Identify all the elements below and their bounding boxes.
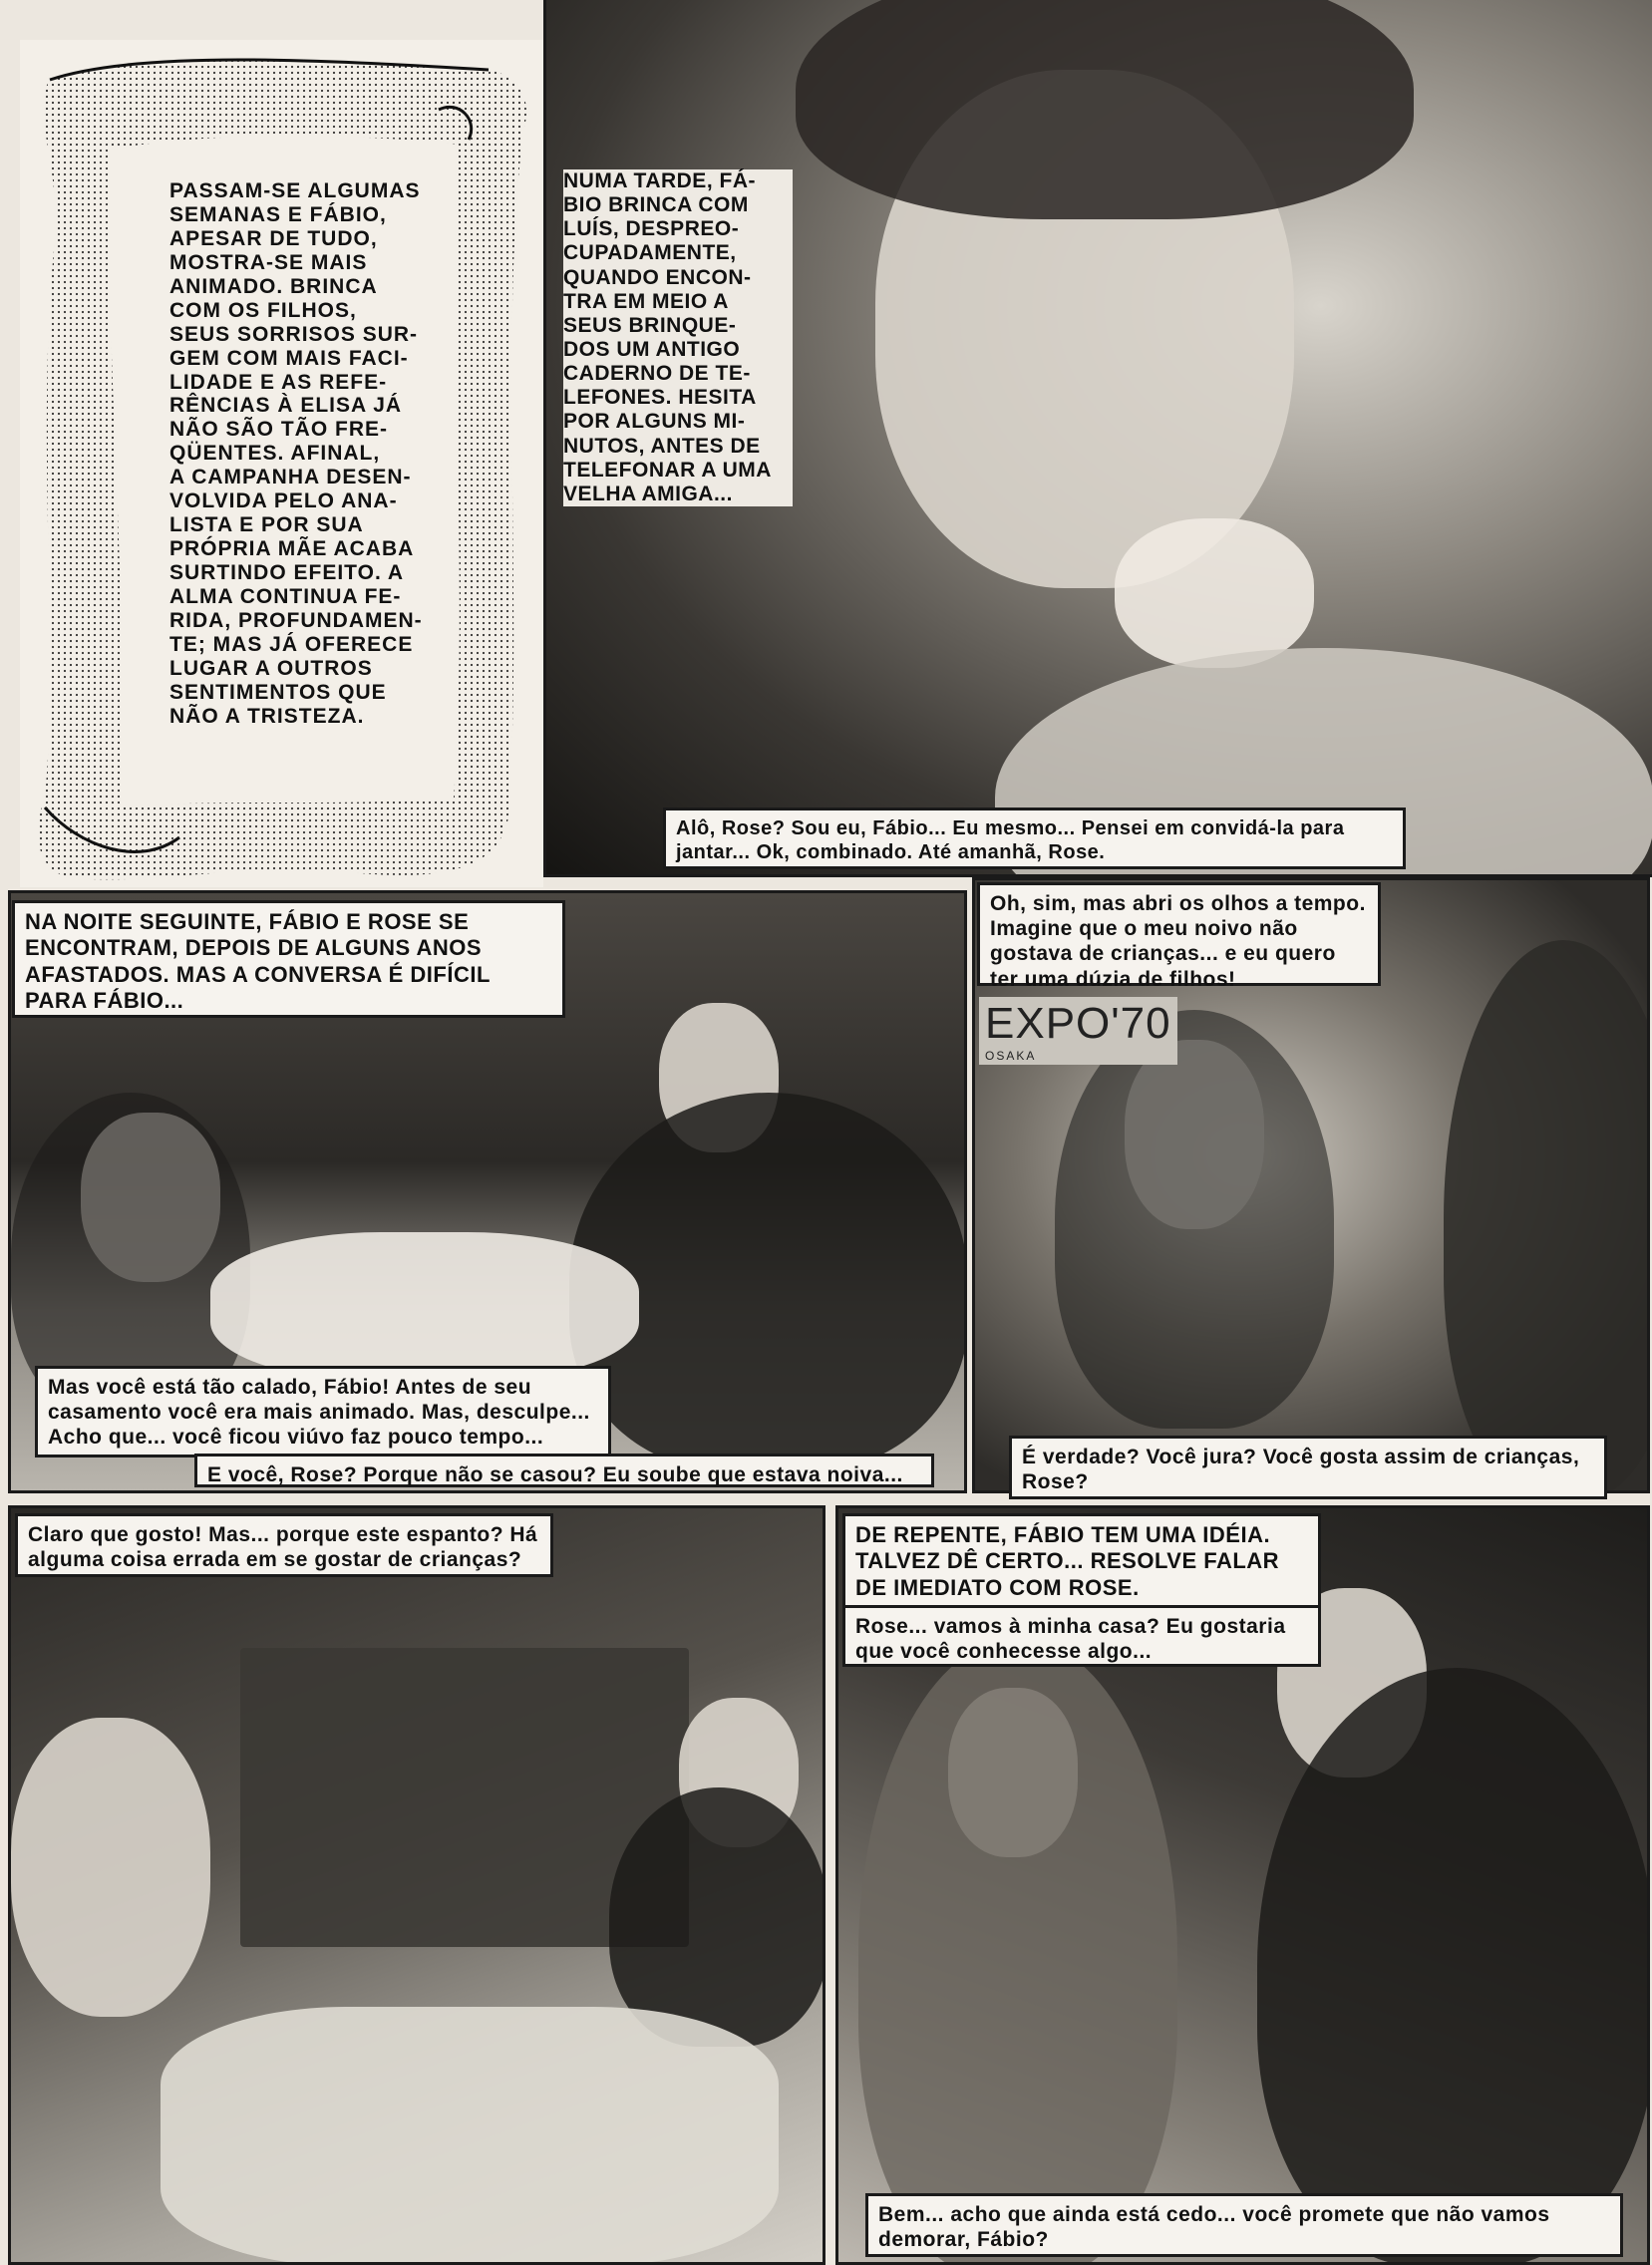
panel5-dialogue-rose: Bem... acho que ainda está cedo... você promete que não vamos demorar, Fábio?: [865, 2193, 1623, 2257]
expo70-sign: [979, 997, 1177, 1065]
expo70-sign-text: EXPO'70: [985, 999, 1171, 1048]
scroll-narration: PASSAM-SE ALGUMAS SEMANAS E FÁBIO, APESAR DE TUDO, MOSTRA-SE MAIS ANIMADO. BRINCA COM OS FILHOS, SEUS SORRISOS SUR- GEM COM MAIS FACI- LIDADE E AS REFE- RÊNCIAS À ELISA JÁ NÃO SÃO TÃO FRE- QÜENTES. AFINAL, A CAMPANHA DESEN- VOLVIDA PELO ANA- LISTA E POR SUA PRÓPRIA MÃE ACABA SURTINDO EFEITO. A ALMA CONTINUA FE- RIDA, PROFUNDAMEN- TE; MAS JÁ OFERECE LUGAR A OUTROS SENTIMENTOS QUE NÃO A TRISTEZA.: [169, 179, 423, 728]
panel1-dialogue: Alô, Rose? Sou eu, Fábio... Eu mesmo... Pensei em convidá-la para jantar... Ok, combinado. Até amanhã, Rose.: [663, 808, 1406, 869]
fabio-figure: [609, 1787, 826, 2047]
fabio-jacket: [1257, 1668, 1650, 2265]
expo70-sign-subtext: OSAKA: [985, 1049, 1037, 1063]
rose-profile: [11, 1718, 210, 2017]
panel3-dialogue-fabio: É verdade? Você jura? Você gosta assim de crianças, Rose?: [1009, 1436, 1607, 1499]
panel1-narration: NUMA TARDE, FÁ- BIO BRINCA COM LUÍS, DESPREO- CUPADAMENTE, QUANDO ENCON- TRA EM MEIO A SEUS BRINQUE- DOS UM ANTIGO CADERNO DE TE- LEFONES. HESITA POR ALGUNS MI- NUTOS, ANTES DE TELEFONAR A UMA VELHA AMIGA...: [563, 169, 793, 506]
tablecloth: [161, 2007, 779, 2265]
parchment-scroll: [20, 40, 543, 887]
panel3-dialogue-rose: Oh, sim, mas abri os olhos a tempo. Imagine que o meu noivo não gostava de crianças... e eu quero ter uma dúzia de filhos!: [977, 882, 1381, 986]
panel2-narration: NA NOITE SEGUINTE, FÁBIO E ROSE SE ENCONTRAM, DEPOIS DE ALGUNS ANOS AFASTADOS. MAS A CONVERSA É DIFÍCIL PARA FÁBIO...: [12, 900, 565, 1018]
panel2-dialogue-fabio: E você, Rose? Porque não se casou? Eu soube que estava noiva...: [194, 1454, 934, 1487]
rose-figure: [1055, 1010, 1334, 1429]
panel2-dialogue-rose: Mas você está tão calado, Fábio! Antes de seu casamento você era mais animado. Mas, desculpe... Acho que... você ficou viúvo faz pouco tempo...: [35, 1366, 611, 1457]
rose-coat: [858, 1638, 1177, 2265]
panel5-dialogue-fabio: Rose... vamos à minha casa? Eu gostaria que você conhecesse algo...: [842, 1605, 1321, 1667]
telephone-receiver-icon: [1115, 518, 1314, 668]
table-plates: [210, 1232, 639, 1382]
panel4-dialogue-rose: Claro que gosto! Mas... porque este espanto? Há alguma coisa errada em se gostar de crianças?: [15, 1513, 553, 1577]
panel5-narration: DE REPENTE, FÁBIO TEM UMA IDÉIA. TALVEZ DÊ CERTO... RESOLVE FALAR DE IMEDIATO COM ROSE.: [842, 1513, 1321, 1609]
panel-window-table: [8, 1505, 826, 2265]
fabio-hair: [796, 0, 1414, 219]
